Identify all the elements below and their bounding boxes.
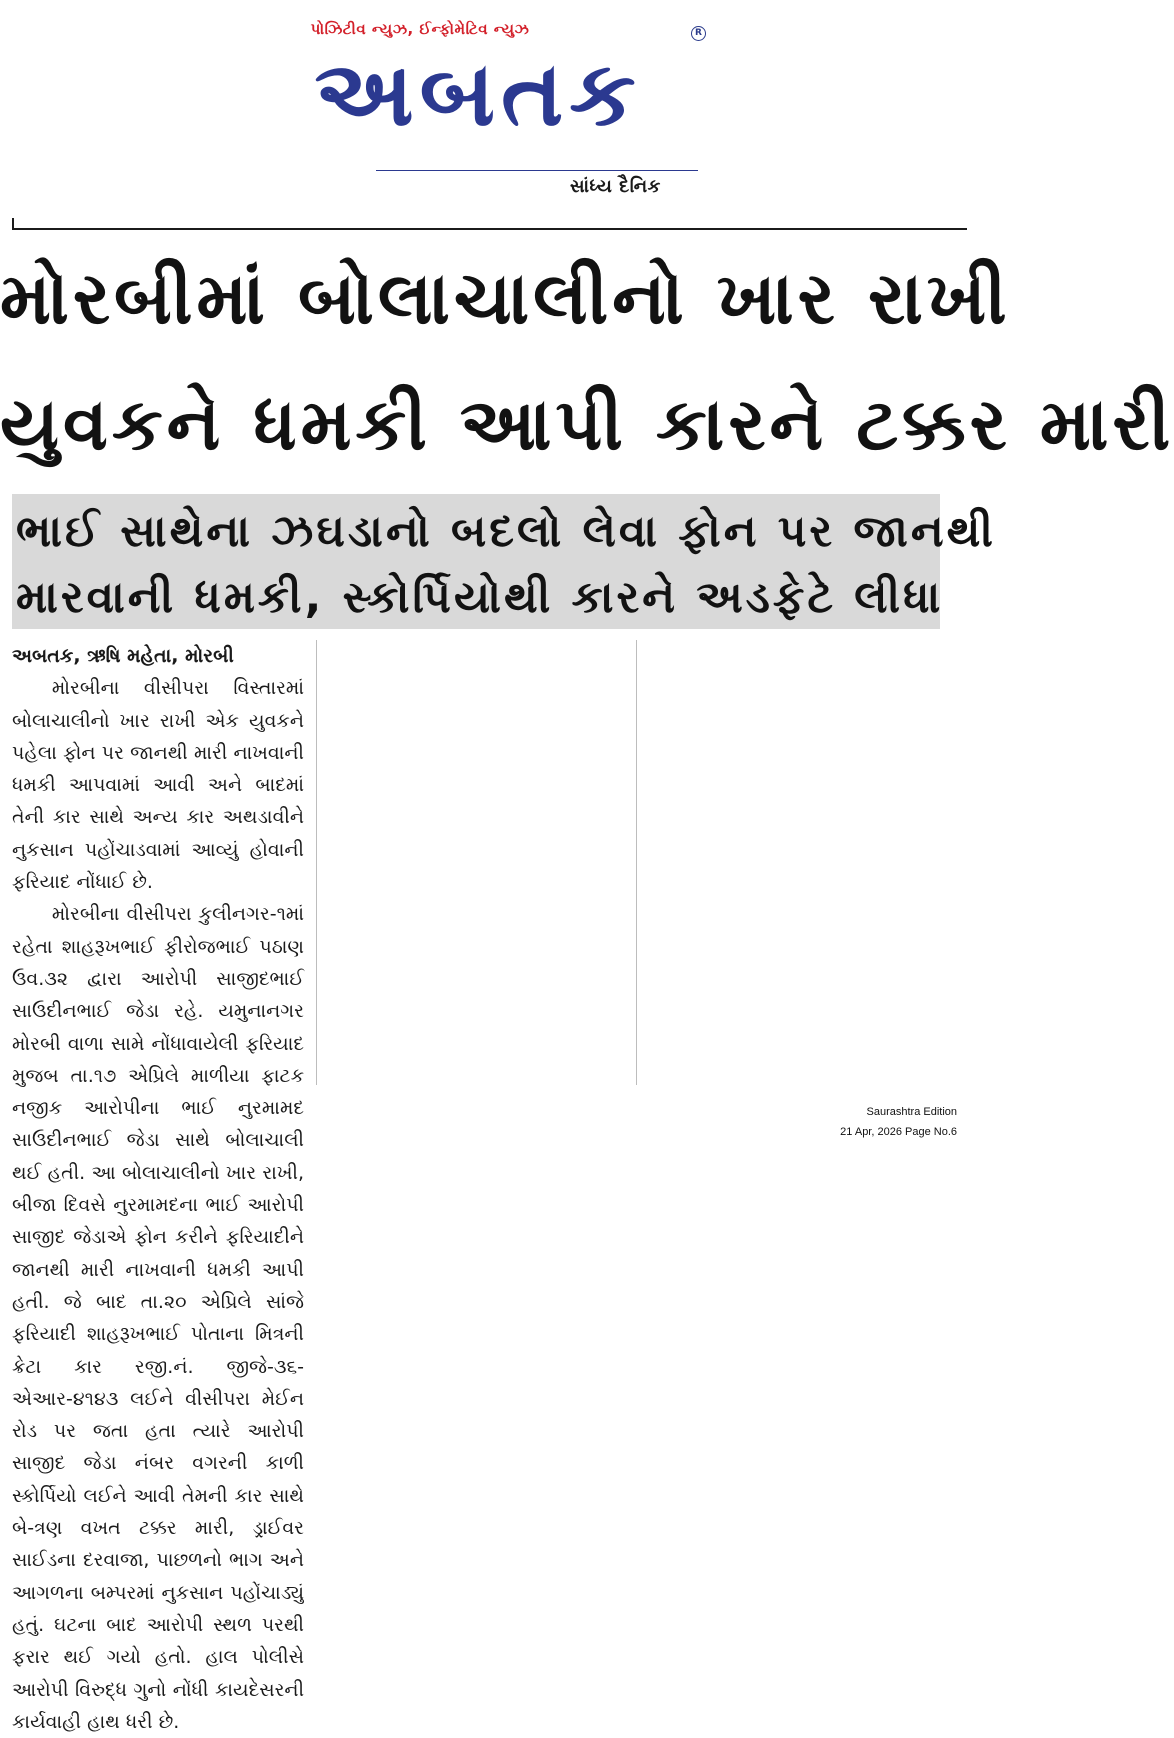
masthead-subtitle: સાંધ્ય દૈનિક — [570, 176, 661, 197]
article-byline: અબતક, ઋષિ મહેતા, મોરબી — [12, 645, 234, 667]
subheadline-line-2: મારવાની ધમકી, સ્કોર્પિયોથી કારને અડફેટે લીધા — [16, 572, 944, 623]
registered-trademark-icon: R — [691, 26, 706, 41]
edition-label: Saurashtra Edition — [866, 1106, 957, 1118]
article-paragraph-1: મોરબીના વીસીપરા વિસ્તારમાં બોલાચાલીનો ખાર રાખી એક યુવકને પહેલા ફોન પર જાનથી મારી નાખવાની ધમકી આપવામાં આવી અને બાદમાં તેની કાર સાથે અન્ય કાર અથડાવીને નુકસાન પહોંચાડવામાં આવ્યું હોવાની ફરિયાદ નોંધાઈ છે. — [12, 677, 304, 894]
column-divider — [636, 640, 637, 1085]
article-body — [12, 640, 304, 1738]
page-divider — [12, 228, 967, 230]
subheadline-line-1: ભાઈ સાથેના ઝઘડાનો બદલો લેવા ફોન પર જાનથી — [16, 506, 996, 557]
headline-line-1: મોરબીમાં બોલાચાલીનો ખાર રાખી — [0, 256, 1011, 340]
article-column-2 — [330, 640, 622, 1095]
date-page-label: 21 Apr, 2026 Page No.6 — [840, 1126, 957, 1138]
logo-underline — [376, 170, 698, 171]
article-column-3 — [648, 640, 940, 1095]
column-divider — [316, 640, 317, 1085]
newspaper-logo: અબતક — [314, 42, 642, 147]
article-column-1 — [12, 640, 304, 1733]
masthead-tagline: પોઝિટીવ ન્યુઝ, ઈન્ફોમેટિવ ન્યુઝ — [310, 20, 530, 38]
masthead — [0, 0, 967, 210]
article-paragraph-2: મોરબીના વીસીપરા કુલીનગર-૧માં રહેતા શાહરૂખભાઈ ફીરોજભાઈ પઠાણ ઉવ.૩૨ દ્વારા આરોપી સાજીદભાઈ સાઉદીનભાઈ જેડા રહે. યમુનાનગર મોરબી વાળા સામે નોંધાવાયેલી ફરિયાદ મુજબ તા.૧૭ એપ્રિલે માળીયા ફાટક નજીક આરોપીના ભાઈ નુરમામદ સાઉદીનભાઈ જેડા સાથે બોલાચાલી થઈ હતી. આ બોલાચાલીનો ખાર રાખી, બીજા દિવસે નુરમામદના ભાઈ આરોપી સાજીદ જેડાએ ફોન કરીને ફરિયાદીને જાનથી મારી નાખવાની ધમકી આપી હતી. જે બાદ તા.૨૦ એપ્રિલે સાંજે ફરિયાદી શાહરૂખભાઈ પોતાના મિત્રની ક્રેટા કાર રજી.નં. જીજે-૩૬-એઆર-૪૧૪૩ લઈને વીસીપરા મેઈન રોડ પર જતા હતા ત્યારે આરોપી સાજીદ જેડા નંબર વગરની કાળી સ્કોર્પિયો લઈને આવી તેમની કાર સાથે બે-ત્રણ વખત ટક્કર મારી, ડ્રાઈવર સાઈડના દરવાજા, પાછળનો ભાગ અને આગળના બમ્પરમાં નુકસાન પહોંચાડ્યું હતું. ઘટના બાદ આરોપી સ્થળ પરથી ફરાર થઈ ગયો હતો. હાલ પોલીસે આરોપી વિરુદ્ધ ગુનો નોંધી કાયદેસરની કાર્યવાહી હાથ ધરી છે. — [12, 903, 304, 1733]
headline-line-2: યુવકને ધમકી આપી કારને ટક્કર મારી — [0, 382, 1174, 466]
